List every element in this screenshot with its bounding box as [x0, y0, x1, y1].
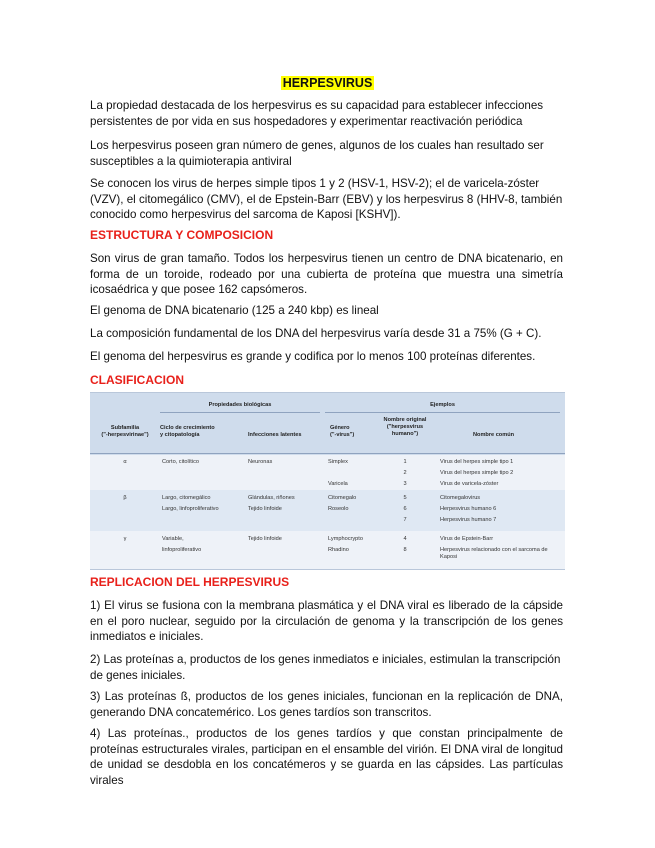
cell-genero: Roseolo [328, 506, 349, 512]
col-header-genero: Género ("-virus") [330, 425, 355, 438]
cell-numero: 3 [403, 481, 407, 487]
cell-comun: Virus de varicela-zóster [440, 481, 499, 487]
classification-table [90, 392, 565, 570]
section-heading-replicacion: REPLICACION DEL HERPESVIRUS [90, 575, 290, 589]
cell-comun: Citomegalovirus [440, 495, 481, 501]
cell-ciclo: Largo, citomegálico [162, 495, 211, 501]
cell-numero: 2 [403, 470, 407, 476]
cell-numero: 6 [403, 506, 407, 512]
cell-comun: Herpesvirus humano 6 [440, 506, 497, 512]
cell-ciclo: Corto, citolítico [162, 459, 199, 465]
col-header-comun: Nombre común [473, 432, 515, 438]
cell-genero: Citomegalo [328, 495, 357, 501]
cell-genero: Lymphocrypto [328, 536, 363, 542]
intro-paragraph-1: La propiedad destacada de los herpesvirus es su capacidad para establecer infecciones persistentes de por vida en sus hospedadores y experimentar reactivación periódica [90, 99, 544, 128]
section-heading-estructura: ESTRUCTURA Y COMPOSICION [90, 228, 274, 242]
cell-ciclo: Largo, linfoproliferativo [162, 506, 219, 512]
replicacion-step-2: 2) Las proteínas a, productos de los genes inmediatos e iniciales, estimulan la transcripción de genes iniciales. [90, 653, 561, 682]
estructura-paragraph-4: El genoma del herpesvirus es grande y codifica por lo menos 100 proteínas diferentes. [90, 350, 536, 363]
cell-numero: 8 [403, 547, 407, 553]
title-highlight: HERPESVIRUS [282, 76, 373, 90]
cell-comun: Virus del herpes simple tipo 2 [440, 470, 514, 476]
cell-numero: 5 [403, 495, 407, 501]
cell-subfamilia: γ [123, 536, 127, 542]
group-header-biologicas: Propiedades biológicas [208, 402, 272, 408]
section-heading-clasificacion: CLASIFICACION [90, 373, 184, 387]
col-header-subfamilia: Subfamilia ("-herpesvirinae") [101, 425, 149, 438]
cell-subfamilia: α [123, 459, 127, 465]
cell-numero: 7 [403, 517, 407, 523]
cell-ciclo: linfoproliferativo [162, 547, 202, 553]
cell-latentes: Glándulas, riñones [248, 495, 295, 501]
cell-comun: Virus de Epstein-Barr [440, 536, 494, 542]
col-header-ciclo: Ciclo de crecimiento y citopatología [160, 425, 215, 438]
cell-ciclo: Variable, [162, 536, 184, 542]
col-header-latentes: Infecciones latentes [248, 432, 302, 438]
group-rule-ejemplos [325, 412, 560, 413]
cell-comun: Herpesvirus humano 7 [440, 517, 497, 523]
estructura-paragraph-2: El genoma de DNA bicatenario (125 a 240 kbp) es lineal [90, 304, 379, 317]
group-header-ejemplos: Ejemplos [430, 402, 455, 408]
replicacion-step-4: 4) Las proteínas., productos de los genes tardíos y que constan principalmente de proteínas estructurales virales, participan en el ensamble del virión. El DNA viral de longitud de unidad se desdobla en los concatémeros y se guarda en las cápsides. Las partículas virales [90, 727, 563, 787]
estructura-paragraph-3: La composición fundamental de los DNA del herpesvirus varía desde 31 a 75% (G + C). [90, 327, 542, 340]
cell-comun: Virus del herpes simple tipo 1 [440, 459, 514, 465]
intro-paragraph-2: Los herpesvirus poseen gran número de genes, algunos de los cuales han resultado ser susceptibles a la quimioterapia antiviral [90, 139, 544, 168]
group-rule-biologicas [160, 412, 320, 413]
cell-numero: 1 [403, 459, 407, 465]
replicacion-step-3: 3) Las proteínas ß, productos de los genes iniciales, funcionan en la replicación de DNA, generando DNA concatemérico. Los genes tardíos son transcritos. [90, 690, 563, 719]
intro-paragraph-3: Se conocen los virus de herpes simple tipos 1 y 2 (HSV-1, HSV-2); el de varicela-zóster (VZV), el citomegálico (CMV), el de Epstein-Barr (EBV) y los herpesvirus 8 (HHV-8, también conocido como herpesvirus del sarcoma de Kaposi [KSHV]). [90, 177, 563, 222]
cell-latentes: Neuronas [248, 459, 273, 465]
replicacion-step-1: 1) El virus se fusiona con la membrana plasmática y el DNA viral es liberado de la cápside en el poro nuclear, seguido por la circulación de genoma y la transcripción de los genes inmediatos e iniciales. [90, 599, 563, 644]
estructura-paragraph-1: Son virus de gran tamaño. Todos los herpesvirus tienen un centro de DNA bicatenario, en forma de un toroide, rodeado por una cubierta de proteína que muestra una simetría icosaédrica y que posee 162 capsómeros. [90, 252, 563, 297]
header-rule [90, 453, 565, 454]
cell-subfamilia: β [123, 495, 127, 501]
cell-genero: Varicela [328, 481, 348, 487]
cell-comun: Herpesvirus relacionado con el sarcoma de Kaposi [440, 547, 548, 560]
document-title [0, 74, 655, 92]
cell-numero: 4 [403, 536, 407, 542]
cell-genero: Rhadino [328, 547, 349, 553]
cell-latentes: Tejido linfoide [248, 506, 282, 512]
col-header-nombre-original: Nombre original ("herpesvirus humano") [383, 417, 427, 437]
cell-genero: Simplex [328, 459, 348, 465]
cell-latentes: Tejido linfoide [248, 536, 282, 542]
